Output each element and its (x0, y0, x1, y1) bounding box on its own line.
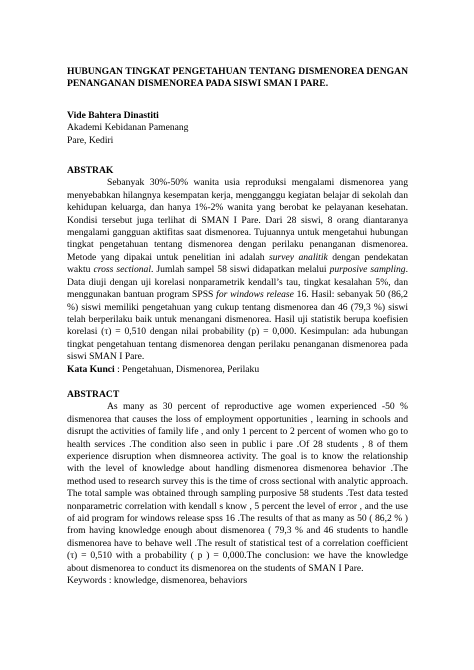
abstract-body: As many as 30 percent of reproductive age women experienced -50 % dismenorea that causes the loss of employment opportunities , learning in schools and disrupt the activities of family life , and only 1 percent to 2 percent of women who go to health services .The condition also seen in public i pare .Of 28 students , 8 of them experience disruption when dismneorea activity. The goal is to know the relationship with the level of knowledge about handling dismenorea dismenorea behavior .The method used to research survey this is the time of cross sectional with analytic approach. The total sample was obtained through sampling purposive 58 students .Test data tested nonparametric correlation with kendall s know , 5 percent the level of error , and the use of aid program for windows release spss 16 .The results of that as many as 50 ( 86,2 % ) from having knowledge enough about dismenorea ( 79,3 % and 46 students to handle dismenorea have to behave well .The result of statistical test of a correlation coefficient (τ) = 0,510 with a probability ( p ) = 0,000.The conclusion: we have the knowledge about dismenorea to conduct its dismenorea on the students of SMAN I Pare. (67, 401, 408, 574)
author-location: Pare, Kediri (67, 134, 114, 146)
abstrak-emphasis-3: purposive sampling (329, 264, 406, 276)
abstrak-body (67, 177, 408, 363)
abstrak-keywords-text: : Pengetahuan, Dismenorea, Perilaku (114, 363, 260, 375)
abstrak-text-5: 16. Hasil: sebanyak 50 (86,2 %) siswi memiliki pengetahuan yang cukup tentang dismenorea dan 46 (79,3 %) siswi telah berperilaku baik untuk menangani dismenorea. Hasil uji statistik berupa koefisien korelasi (τ) = 0,510 dengan nilai probability (p) = 0,000. Kesimpulan: ada hubungan tingkat pengetahuan tentang dismenorea dengan perilaku penanganan dismenorea pada siswi SMAN I Pare. (67, 289, 408, 363)
abstrak-emphasis-1: survey analitik (269, 251, 328, 263)
abstrak-keywords (67, 364, 408, 376)
paper-title: HUBUNGAN TINGKAT PENGETAHUAN TENTANG DISMENOREA DENGAN PENANGANAN DISMENOREA PADA SISWI SMAN I PARE. (67, 66, 408, 90)
abstrak-emphasis-4: for windows release (216, 289, 294, 301)
abstrak-text-4: . Data diuji dengan uji korelasi nonparametrik kendall’s tau, tingkat kesalahan 5%, dan menggunakan bantuan program SPSS (67, 264, 408, 301)
abstrak-text-3: . Jumlah sampel 58 siswi didapatkan melalui (151, 264, 330, 276)
abstrak-text-1: Sebanyak 30%-50% wanita usia reproduksi mengalami dismenorea yang menyebabkan hilangnya kesempatan kerja, mengganggu kegiatan belajar di sekolah dan kehidupan keluarga, dan hanya 1%-2% wanita yang berobat ke pelayanan kesehatan. Kondisi tersebut juga terlihat di SMAN I Pare. Dari 28 siswi, 8 orang diantaranya mengalami gangguan aktifitas saat dismenorea. Tujuannya untuk mengetahui hubungan tingkat pengetahuan tentang dismenorea dengan perilaku penanganan dismenorea. Metode yang dipakai untuk penelitian ini adalah (67, 177, 408, 263)
author-name: Vide Bahtera Dinastiti (67, 109, 159, 121)
abstrak-keywords-label: Kata Kunci (67, 363, 115, 375)
author-affiliation: Akademi Kebidanan Pamenang (67, 122, 189, 134)
abstract-keywords: Keywords : knowledge, dismenorea, behaviors (67, 575, 248, 587)
abstrak-heading: ABSTRAK (67, 165, 114, 177)
abstrak-emphasis-2: cross sectional (93, 264, 152, 276)
abstrak-text-2: dengan pendekatan waktu (67, 251, 409, 276)
author-block (67, 110, 408, 147)
abstract-heading: ABSTRACT (67, 388, 120, 400)
